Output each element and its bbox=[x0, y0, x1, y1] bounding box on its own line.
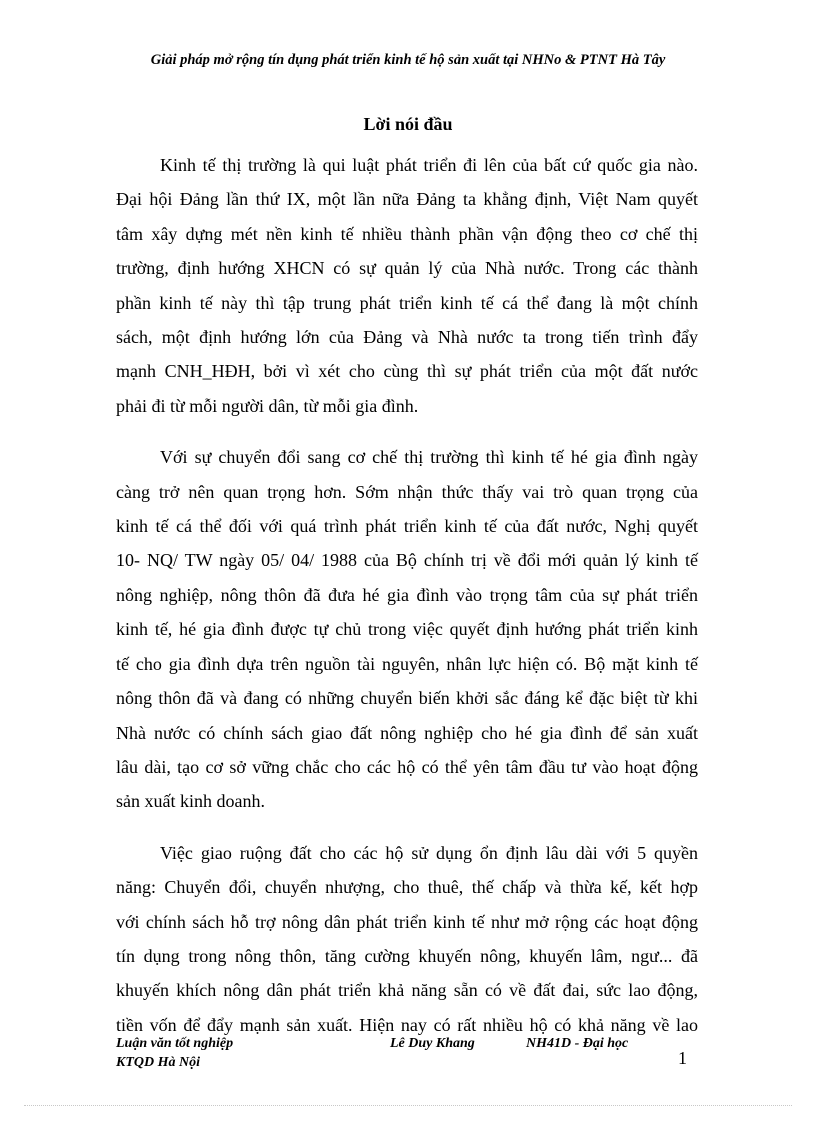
page-bottom-divider bbox=[24, 1105, 792, 1106]
footer-university-label: KTQD Hà Nội bbox=[116, 1055, 200, 1070]
text-line: tín dụng trong nông thôn, tăng cường khuyến nông, khuyến lâm, ngư... đã bbox=[116, 945, 698, 966]
text-line: với chính sách hỗ trợ nông dân phát triển kinh tế như mở rộng các hoạt động bbox=[116, 911, 698, 932]
body-text bbox=[116, 148, 698, 1042]
footer-class: NH41D - Đại học bbox=[526, 1036, 629, 1051]
footer-author: Lê Duy Khang bbox=[390, 1036, 475, 1051]
text-line: Việc giao ruộng đất cho các hộ sử dụng ổn định lâu dài với 5 quyền bbox=[160, 842, 698, 863]
text-line: năng: Chuyển đổi, chuyển nhượng, cho thuê, thế chấp và thừa kế, kết hợp bbox=[116, 877, 698, 898]
text-line: tâm xây dựng mét nền kinh tế nhiều thành phần vận động theo cơ chế thị bbox=[116, 223, 698, 244]
text-line: trường, định hướng XHCN có sự quản lý của Nhà nước. Trong các thành bbox=[116, 258, 698, 279]
text-line: sách, một định hướng lớn của Đảng và Nhà nước ta trong tiến trình đẩy bbox=[116, 327, 698, 348]
text-line: nông thôn đã và đang có những chuyển biến khởi sắc đáng kể đặc biệt từ khi bbox=[116, 688, 698, 709]
text-line: nông nghiệp, nông thôn đã đưa hé gia đình vào trọng tâm của sự phát triển bbox=[116, 584, 698, 605]
text-line: kinh tế, hé gia đình được tự chủ trong việc quyết định hướng phát triển kinh bbox=[116, 619, 698, 640]
text-line: Với sự chuyển đổi sang cơ chế thị trường thì kinh tế hé gia đình ngày bbox=[160, 447, 698, 468]
paragraph-3 bbox=[116, 836, 698, 1042]
text-line: sản xuất kinh doanh. bbox=[116, 791, 265, 812]
text-line: 10- NQ/ TW ngày 05/ 04/ 1988 của Bộ chính trị về đổi mới quản lý kinh tế bbox=[116, 550, 698, 571]
text-line: Đại hội Đảng lần thứ IX, một lần nữa Đảng ta khẳng định, Việt Nam quyết bbox=[116, 189, 698, 210]
text-line: khuyến khích nông dân phát triển khả năng sẵn có về đất đai, sức lao động, bbox=[116, 980, 698, 1001]
page-number: 1 bbox=[678, 1048, 687, 1068]
text-line: tế cho gia đình dựa trên nguồn tài nguyên, nhân lực hiện có. Bộ mặt kinh tế bbox=[116, 653, 698, 674]
text-line: càng trở nên quan trọng hơn. Sớm nhận thức thấy vai trò quan trọng của bbox=[116, 481, 698, 502]
footer-thesis-label: Luận văn tốt nghiệp bbox=[116, 1036, 234, 1051]
text-line: phần kinh tế này thì tập trung phát triển kinh tế cá thể đang là một chính bbox=[116, 292, 698, 313]
page-title: Lời nói đầu bbox=[363, 114, 453, 134]
running-header: Giải pháp mở rộng tín dụng phát triển kinh tế hộ sản xuất tại NHNo & PTNT Hà Tây bbox=[150, 52, 666, 68]
paragraph-1 bbox=[116, 148, 698, 423]
text-line: Kinh tế thị trường là qui luật phát triển đi lên của bất cứ quốc gia nào. bbox=[160, 155, 698, 175]
text-line: tiền vốn để đẩy mạnh sản xuất. Hiện nay có rất nhiều hộ có khả năng về lao bbox=[116, 1014, 698, 1035]
text-line: mạnh CNH_HĐH, bởi vì xét cho cùng thì sự phát triển của một đất nước bbox=[116, 361, 698, 382]
text-line: phải đi từ mỗi người dân, từ mỗi gia đình. bbox=[116, 395, 419, 416]
text-line: kinh tế cá thể đối với quá trình phát triển kinh tế của đất nước, Nghị quyết bbox=[116, 516, 698, 537]
text-line: Nhà nước có chính sách giao đất nông nghiệp cho hé gia đình để sản xuất bbox=[116, 722, 698, 743]
paragraph-2 bbox=[116, 440, 698, 818]
text-line: lâu dài, tạo cơ sở vững chắc cho các hộ có thể yên tâm đầu tư vào hoạt động bbox=[116, 756, 698, 777]
